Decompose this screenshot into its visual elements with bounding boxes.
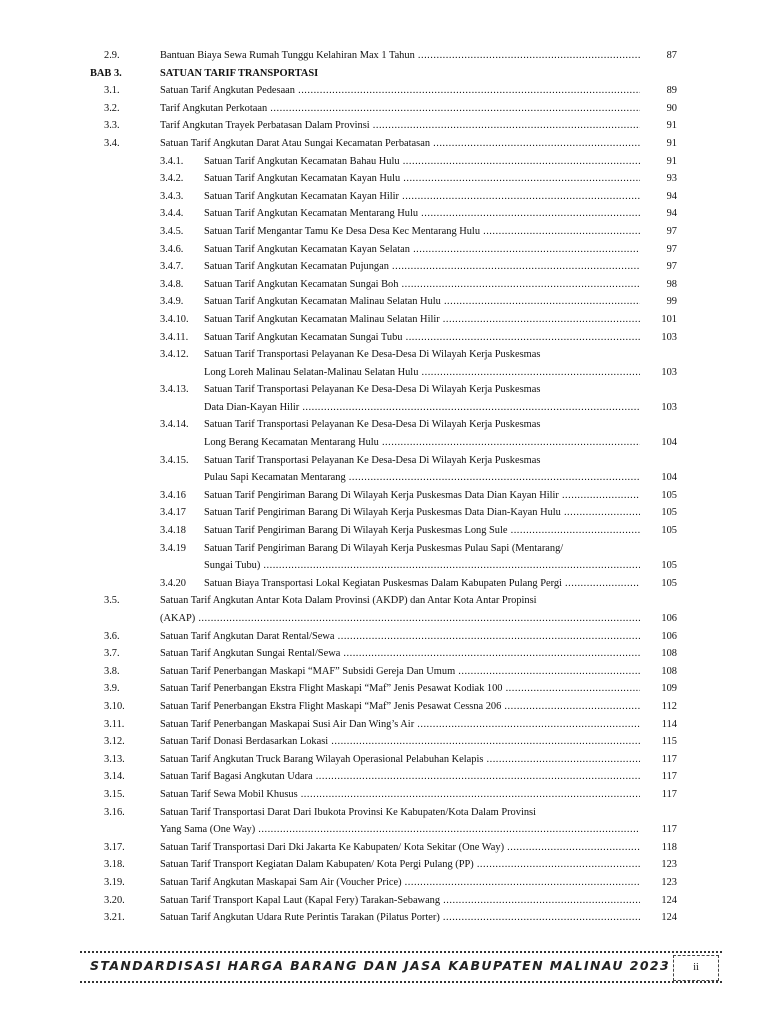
toc-entry-number: 3.12. [104, 736, 125, 748]
toc-entry-number: 3.10. [104, 700, 125, 712]
toc-entry-title-continued: Yang Sama (One Way) ..... [160, 821, 640, 839]
toc-subentry-title: Satuan Tarif Angkutan Kecamatan Kayan Hilir ..... [204, 188, 640, 206]
toc-entry-title: Satuan Tarif Angkutan Udara Rute Perintis Tarakan (Pilatus Porter) ..... [160, 909, 640, 927]
toc-page-number: 123 [661, 876, 677, 888]
toc-page-number: 91 [666, 137, 677, 149]
toc-entry-number: 3.13. [104, 753, 125, 765]
toc-entry[interactable] [0, 592, 768, 610]
toc-subentry-number: 3.4.12. [160, 349, 189, 361]
toc-entry[interactable] [0, 188, 768, 206]
toc-entry-title: Satuan Tarif Angkutan Maskapai Sam Air (Voucher Price) ..... [160, 874, 640, 892]
toc-entry[interactable] [0, 276, 768, 294]
toc-subentry-title: Satuan Tarif Pengiriman Barang Di Wilayah Kerja Puskesmas Data Dian-Kayan Hulu ..... [204, 504, 640, 522]
toc-subentry-title: Satuan Tarif Angkutan Kecamatan Mentarang Hulu ..... [204, 205, 640, 223]
toc-subentry-number: 3.4.13. [160, 384, 189, 396]
toc-entry-title: Satuan Tarif Penerbangan Ekstra Flight Maskapi “Maf” Jenis Pesawat Kodiak 100 ..... [160, 680, 640, 698]
toc-entry-number: 3.5. [104, 595, 120, 607]
toc-page-number: 105 [661, 489, 677, 501]
toc-subentry-title: Satuan Tarif Angkutan Kecamatan Bahau Hulu ..... [204, 153, 640, 171]
toc-page-number: 87 [666, 50, 677, 61]
toc-subentry-title: Satuan Tarif Pengiriman Barang Di Wilayah Kerja Puskesmas Long Sule ..... [204, 522, 640, 540]
toc-subentry-number: 3.4.16 [160, 489, 186, 501]
toc-entry[interactable] [0, 346, 768, 364]
toc-entry[interactable] [0, 223, 768, 241]
toc-entry-title: Satuan Tarif Penerbangan Ekstra Flight Maskapi “Maf” Jenis Pesawat Cessna 206 ..... [160, 698, 640, 716]
toc-subentry-number: 3.4.18 [160, 525, 186, 537]
toc-subentry-number: 3.4.8. [160, 278, 184, 290]
toc-subentry-title: Satuan Tarif Transportasi Pelayanan Ke Desa-Desa Di Wilayah Kerja Puskesmas [204, 419, 541, 431]
toc-subentry-number: 3.4.3. [160, 190, 184, 202]
footer-top-border [80, 951, 722, 953]
toc-entry[interactable] [0, 100, 768, 118]
toc-page-number: 89 [666, 85, 677, 97]
toc-entry[interactable] [0, 117, 768, 135]
toc-subentry-title: Satuan Tarif Pengiriman Barang Di Wilayah Kerja Puskesmas Data Dian Kayan Hilir ..... [204, 487, 640, 505]
toc-entry[interactable] [0, 540, 768, 558]
toc-entry[interactable] [0, 135, 768, 153]
toc-page-number: 97 [666, 243, 677, 255]
toc-entry-number: 3.11. [104, 718, 125, 730]
toc-entry-title-continued: Data Dian-Kayan Hilir ..... [204, 399, 640, 417]
toc-page-number: 106 [661, 613, 677, 624]
toc-entry-number: 2.9. [104, 50, 120, 61]
toc-page-number: 97 [666, 261, 677, 273]
toc-page-number: 105 [661, 525, 677, 537]
footer-bottom-border [80, 981, 722, 983]
table-of-contents [0, 47, 768, 927]
toc-page-number: 112 [661, 700, 677, 712]
toc-entry-title: Satuan Tarif Transport Kegiatan Dalam Kabupaten/ Kota Pergi Pulang (PP) ..... [160, 856, 640, 874]
toc-entry-number: 3.19. [104, 876, 125, 888]
toc-page-number: 123 [661, 859, 677, 871]
toc-entry[interactable] [0, 856, 768, 874]
toc-entry[interactable] [0, 452, 768, 470]
toc-page-number: 101 [661, 313, 677, 325]
toc-page-number: 104 [661, 472, 677, 484]
toc-page-number: 94 [666, 190, 677, 202]
toc-chapter-title: SATUAN TARIF TRANSPORTASI [160, 67, 319, 79]
toc-entry-number: 3.15. [104, 788, 125, 800]
toc-entry-title-continued: Long Berang Kecamatan Mentarang Hulu ..... [204, 434, 640, 452]
toc-entry[interactable] [0, 504, 768, 522]
toc-entry[interactable] [0, 839, 768, 857]
toc-subentry-number: 3.4.1. [160, 155, 184, 167]
toc-page-number: 106 [661, 630, 677, 642]
toc-entry[interactable] [0, 170, 768, 188]
toc-entry-title: Satuan Tarif Angkutan Pedesaan ..... [160, 82, 640, 100]
toc-entry-number: 3.17. [104, 841, 125, 853]
toc-entry-title: Satuan Tarif Angkutan Truck Barang Wilayah Operasional Pelabuhan Kelapis ..... [160, 751, 640, 769]
toc-entry[interactable] [0, 311, 768, 329]
toc-page-number: 108 [661, 665, 677, 677]
toc-entry-number: 3.8. [104, 665, 120, 677]
toc-subentry-number: 3.4.4. [160, 208, 184, 220]
toc-subentry-number: 3.4.17 [160, 507, 186, 519]
toc-page-number: 109 [661, 683, 677, 695]
toc-entry-number: 3.7. [104, 648, 120, 660]
toc-entry[interactable] [0, 892, 768, 910]
toc-page-number: 117 [661, 771, 677, 783]
toc-page-number: 105 [661, 507, 677, 519]
footer-title: STANDARDISASI HARGA BARANG DAN JASA KABUPATEN MALINAU 2023 [90, 958, 671, 973]
toc-page-number: 115 [661, 736, 677, 748]
toc-subentry-number: 3.4.11. [160, 331, 189, 343]
toc-subentry-title: Satuan Tarif Angkutan Kecamatan Sungai Boh ..... [204, 276, 640, 294]
toc-entry-title: Satuan Tarif Transportasi Dari Dki Jakarta Ke Kabupaten/ Kota Sekitar (One Way) ..... [160, 839, 640, 857]
toc-page-number: 118 [661, 841, 677, 853]
toc-page-number: 97 [666, 225, 677, 237]
toc-entry-title: Tarif Angkutan Perkotaan ..... [160, 100, 640, 118]
toc-page-number: 103 [661, 366, 677, 378]
toc-entry-title-continued: (AKAP) ..... [160, 610, 640, 628]
toc-entry[interactable] [0, 751, 768, 769]
toc-subentry-title: Satuan Tarif Transportasi Pelayanan Ke Desa-Desa Di Wilayah Kerja Puskesmas [204, 454, 541, 466]
toc-entry-title: Satuan Tarif Penerbangan Maskapi “MAF” Subsidi Gereja Dan Umum ..... [160, 663, 640, 681]
toc-subentry-title: Satuan Tarif Transportasi Pelayanan Ke Desa-Desa Di Wilayah Kerja Puskesmas [204, 349, 541, 361]
toc-entry[interactable] [0, 645, 768, 663]
toc-entry-continuation[interactable] [0, 469, 768, 487]
toc-entry-title: Satuan Tarif Sewa Mobil Khusus ..... [160, 786, 640, 804]
toc-subentry-title: Satuan Tarif Angkutan Kecamatan Pujungan ..... [204, 258, 640, 276]
toc-page-number: 90 [666, 102, 677, 114]
toc-entry-number: 3.4. [104, 137, 120, 149]
toc-entry-title-continued: Sungai Tubu) ..... [204, 557, 640, 575]
toc-subentry-title: Satuan Tarif Transportasi Pelayanan Ke Desa-Desa Di Wilayah Kerja Puskesmas [204, 384, 541, 396]
toc-entry[interactable] [0, 47, 768, 65]
toc-entry[interactable] [0, 293, 768, 311]
toc-entry[interactable] [0, 381, 768, 399]
toc-entry-continuation[interactable] [0, 821, 768, 839]
toc-page-number: 94 [666, 208, 677, 220]
toc-entry[interactable] [0, 416, 768, 434]
toc-subentry-number: 3.4.6. [160, 243, 184, 255]
toc-entry[interactable] [0, 487, 768, 505]
toc-entry-title: Satuan Tarif Angkutan Sungai Rental/Sewa ..... [160, 645, 640, 663]
toc-subentry-title: Satuan Tarif Mengantar Tamu Ke Desa Desa Kec Mentarang Hulu ..... [204, 223, 640, 241]
toc-chapter-number: BAB 3. [90, 67, 122, 79]
toc-entry-number: 3.21. [104, 912, 125, 924]
toc-subentry-number: 3.4.7. [160, 261, 184, 273]
toc-entry-title: Satuan Tarif Bagasi Angkutan Udara ..... [160, 768, 640, 786]
toc-entry-number: 3.16. [104, 806, 125, 818]
toc-subentry-number: 3.4.20 [160, 577, 186, 589]
toc-entry[interactable] [0, 258, 768, 276]
toc-entry[interactable] [0, 663, 768, 681]
toc-entry[interactable] [0, 680, 768, 698]
toc-entry-number: 3.9. [104, 683, 120, 695]
toc-entry[interactable] [0, 575, 768, 593]
toc-subentry-number: 3.4.15. [160, 454, 189, 466]
toc-entry[interactable] [0, 241, 768, 259]
toc-page-number: 103 [661, 401, 677, 413]
toc-subentry-title: Satuan Tarif Angkutan Kecamatan Kayan Selatan ..... [204, 241, 640, 259]
toc-entry[interactable] [0, 716, 768, 734]
toc-subentry-number: 3.4.2. [160, 173, 184, 185]
toc-entry[interactable] [0, 65, 768, 83]
toc-page-number: 104 [661, 437, 677, 449]
toc-page-number: 114 [661, 718, 677, 730]
toc-entry-title: Bantuan Biaya Sewa Rumah Tunggu Kelahiran Max 1 Tahun ..... [160, 47, 640, 65]
toc-subentry-number: 3.4.14. [160, 419, 189, 431]
toc-entry-number: 3.20. [104, 894, 125, 906]
toc-entry-continuation[interactable] [0, 610, 768, 628]
toc-entry-number: 3.2. [104, 102, 120, 114]
toc-entry-number: 3.18. [104, 859, 125, 871]
toc-entry[interactable] [0, 909, 768, 927]
toc-subentry-number: 3.4.5. [160, 225, 184, 237]
toc-subentry-title: Satuan Tarif Angkutan Kecamatan Malinau Selatan Hilir ..... [204, 311, 640, 329]
toc-entry-continuation[interactable] [0, 364, 768, 382]
toc-entry-title: Satuan Tarif Transport Kapal Laut (Kapal Fery) Tarakan-Sebawang ..... [160, 892, 640, 910]
toc-entry[interactable] [0, 522, 768, 540]
toc-subentry-title: Satuan Tarif Angkutan Kecamatan Sungai Tubu ..... [204, 329, 640, 347]
toc-entry-title: Satuan Tarif Angkutan Darat Atau Sungai Kecamatan Perbatasan ..... [160, 135, 640, 153]
toc-entry[interactable] [0, 82, 768, 100]
toc-page-number: 117 [661, 788, 677, 800]
toc-entry[interactable] [0, 698, 768, 716]
toc-entry-number: 3.3. [104, 120, 120, 132]
toc-entry-title-continued: Long Loreh Malinau Selatan-Malinau Selatan Hulu ..... [204, 364, 640, 382]
toc-entry[interactable] [0, 153, 768, 171]
toc-entry-title: Tarif Angkutan Trayek Perbatasan Dalam Provinsi ..... [160, 117, 640, 135]
toc-entry[interactable] [0, 329, 768, 347]
toc-entry-number: 3.6. [104, 630, 120, 642]
toc-entry-number: 3.14. [104, 771, 125, 783]
toc-entry[interactable] [0, 874, 768, 892]
toc-entry[interactable] [0, 733, 768, 751]
toc-entry[interactable] [0, 628, 768, 646]
toc-entry-continuation[interactable] [0, 434, 768, 452]
toc-entry[interactable] [0, 804, 768, 822]
toc-entry[interactable] [0, 786, 768, 804]
toc-entry-title: Satuan Tarif Donasi Berdasarkan Lokasi ..... [160, 733, 640, 751]
toc-page-number: 91 [666, 120, 677, 132]
toc-entry-number: 3.1. [104, 85, 120, 97]
toc-subentry-title: Satuan Tarif Pengiriman Barang Di Wilayah Kerja Puskesmas Pulau Sapi (Mentarang/ [204, 542, 564, 554]
toc-subentry-title: Satuan Tarif Angkutan Kecamatan Kayan Hulu ..... [204, 170, 640, 188]
toc-page-number: 98 [666, 278, 677, 290]
toc-page-number: 91 [666, 155, 677, 167]
toc-entry-continuation[interactable] [0, 399, 768, 417]
toc-page-number: 105 [661, 577, 677, 589]
toc-entry[interactable] [0, 205, 768, 223]
toc-entry-title: Satuan Tarif Penerbangan Maskapai Susi Air Dan Wing’s Air ..... [160, 716, 640, 734]
toc-page-number: 103 [661, 331, 677, 343]
toc-subentry-number: 3.4.10. [160, 313, 189, 325]
toc-page-number: 117 [661, 753, 677, 765]
toc-entry[interactable] [0, 768, 768, 786]
toc-entry-title: Satuan Tarif Angkutan Darat Rental/Sewa ..... [160, 628, 640, 646]
toc-entry-title: Satuan Tarif Angkutan Antar Kota Dalam Provinsi (AKDP) dan Antar Kota Antar Propinsi [160, 595, 537, 607]
toc-subentry-title: Satuan Biaya Transportasi Lokal Kegiatan Puskesmas Dalam Kabupaten Pulang Pergi ..... [204, 575, 640, 593]
toc-subentry-number: 3.4.9. [160, 296, 184, 308]
toc-subentry-number: 3.4.19 [160, 542, 186, 554]
toc-page-number: 105 [661, 560, 677, 572]
toc-page-number: 124 [661, 894, 677, 906]
toc-entry-continuation[interactable] [0, 557, 768, 575]
toc-page-number: 117 [661, 824, 677, 836]
toc-entry-title: Satuan Tarif Transportasi Darat Dari Ibukota Provinsi Ke Kabupaten/Kota Dalam Provinsi [160, 806, 536, 818]
toc-page-number: 108 [661, 648, 677, 660]
toc-subentry-title: Satuan Tarif Angkutan Kecamatan Malinau Selatan Hulu ..... [204, 293, 640, 311]
footer-page-number: ii [673, 955, 719, 981]
toc-page-number: 93 [666, 173, 677, 185]
toc-entry-title-continued: Pulau Sapi Kecamatan Mentarang ..... [204, 469, 640, 487]
toc-page-number: 99 [666, 296, 677, 308]
toc-page-number: 124 [661, 912, 677, 924]
